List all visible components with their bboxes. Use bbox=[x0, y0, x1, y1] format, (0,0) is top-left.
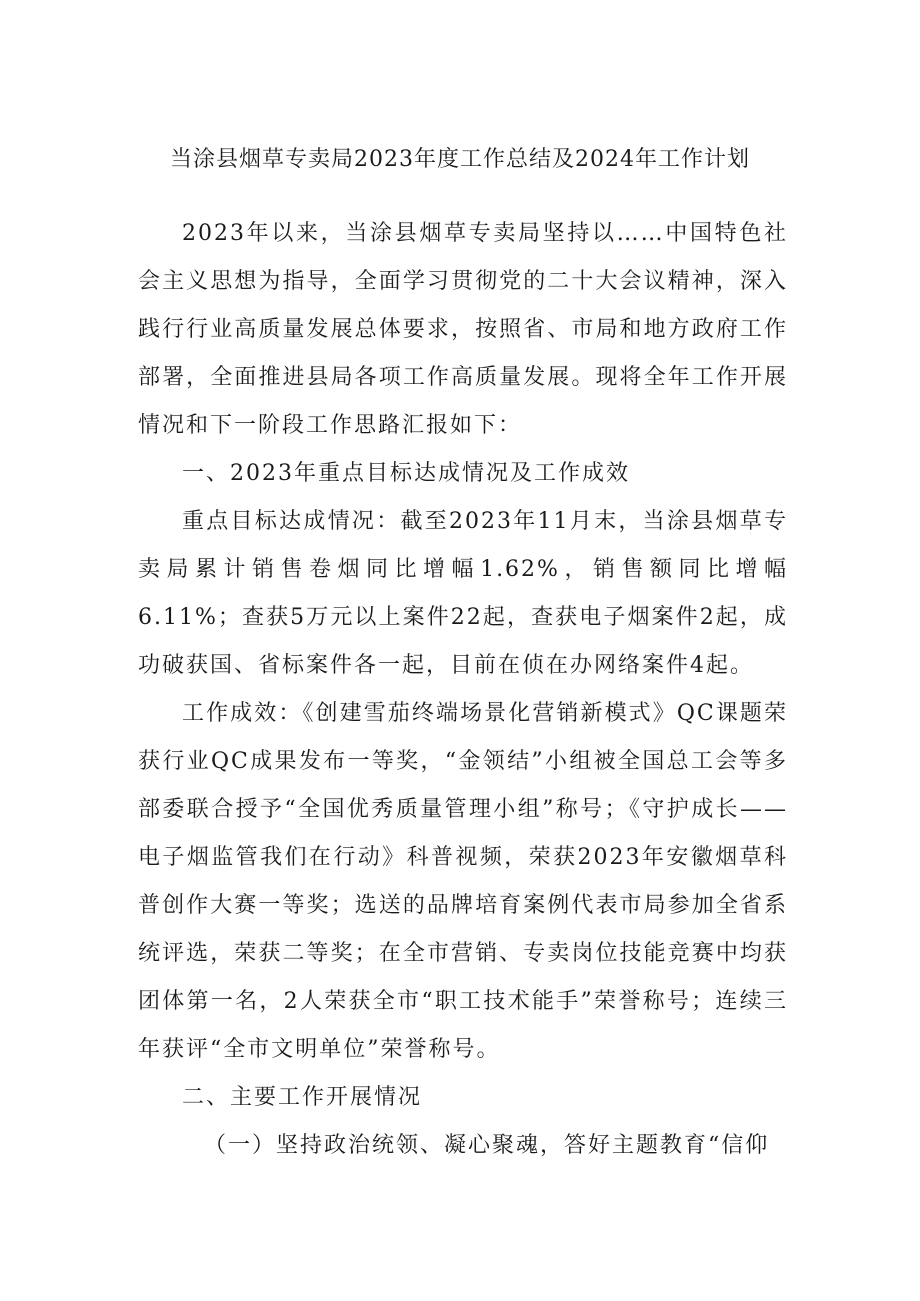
intro-paragraph: 2023年以来，当涂县烟草专卖局坚持以……中国特色社会主义思想为指导，全面学习贯彻党的二十大会议精神，深入践行行业高质量发展总体要求，按照省、市局和地方政府工作部署，全面推进县局各项工作高质量发展。现将全年工作开展情况和下一阶段工作思路汇报如下： bbox=[138, 221, 788, 438]
document-body bbox=[138, 210, 788, 1170]
section-2-subheading-1: （一）坚持政治统领、凝心聚魂，答好主题教育“信仰 bbox=[204, 1133, 770, 1158]
targets-paragraph: 重点目标达成情况：截至2023年11月末，当涂县烟草专卖局累计销售卷烟同比增幅1.62%，销售额同比增幅6.11%；查获5万元以上案件22起，查获电子烟案件2起，成功破获国、省标案件各一起，目前在侦在办网络案件4起。 bbox=[138, 509, 788, 678]
section-1-heading: 一、2023年重点目标达成情况及工作成效 bbox=[182, 461, 630, 486]
document-title: 当涂县烟草专卖局2023年度工作总结及2024年工作计划 bbox=[170, 147, 750, 172]
results-paragraph: 工作成效：《创建雪茄终端场景化营销新模式》QC课题荣获行业QC成果发布一等奖，“金领结”小组被全国总工会等多部委联合授予“全国优秀质量管理小组”称号；《守护成长——电子烟监管我们在行动》科普视频，荣获2023年安徽烟草科普创作大赛一等奖；选送的品牌培育案例代表市局参加全省系统评选，荣获二等奖；在全市营销、专卖岗位技能竞赛中均获团体第一名，2人荣获全市“职工技术能手”荣誉称号；连续三年获评“全市文明单位”荣誉称号。 bbox=[138, 701, 788, 1062]
section-2-heading: 二、主要工作开展情况 bbox=[182, 1085, 423, 1110]
